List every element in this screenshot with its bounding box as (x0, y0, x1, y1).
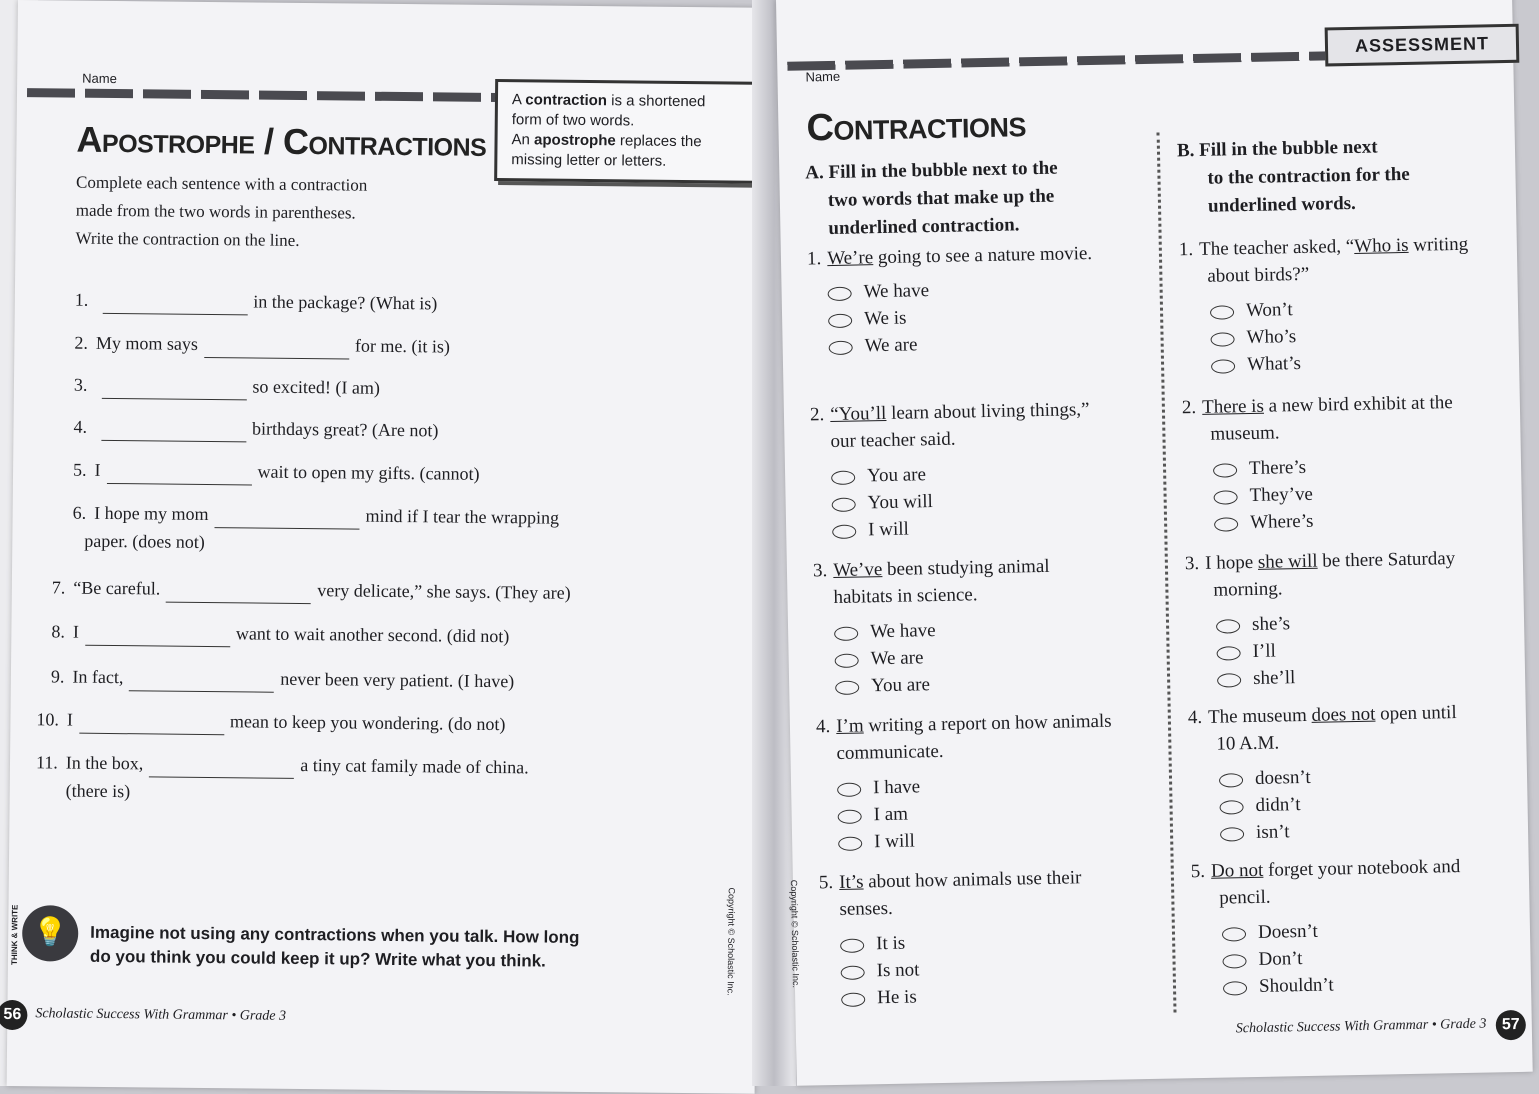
question-number: 3. (74, 375, 88, 395)
answer-blank[interactable] (129, 668, 274, 693)
question-number: 4. (73, 417, 87, 437)
copyright: Copyright © Scholastic Inc. (789, 880, 801, 988)
option-label: Don’t (1258, 948, 1302, 970)
think-write-label: THINK & WRITE (10, 905, 20, 966)
answer-bubble[interactable] (837, 782, 861, 796)
instructions (75, 169, 367, 256)
answer-bubble[interactable] (841, 965, 865, 979)
answer-bubble[interactable] (1216, 619, 1240, 633)
answer-bubble[interactable] (1216, 646, 1240, 660)
question-text: In fact, (72, 667, 123, 688)
instruction-line: Write the contraction on the line. (75, 225, 367, 256)
answer-blank[interactable] (214, 505, 359, 530)
option-label: There’s (1249, 457, 1306, 479)
question-line: pencil. (1191, 880, 1461, 912)
dashed-rule (787, 51, 1327, 70)
question-text: I (67, 710, 73, 730)
answer-option[interactable] (841, 983, 917, 1011)
underlined-contraction: “You’ll (830, 403, 887, 425)
question-text: learn about living things,” (886, 399, 1090, 424)
footer: Scholastic Success With Grammar • Grade 3 (1236, 1017, 1487, 1038)
option-label: I will (868, 519, 909, 541)
answer-option[interactable] (827, 277, 929, 306)
option-label: You will (867, 491, 933, 513)
question-item (816, 708, 1113, 768)
answer-option[interactable] (840, 956, 919, 985)
prompt-line: Imagine not using any contractions when you talk. How long (90, 921, 579, 950)
question-text: birthdays great? (Are not) (252, 418, 439, 440)
answer-bubble[interactable] (840, 938, 864, 952)
question-text: writing (1408, 234, 1468, 256)
answer-bubble[interactable] (1213, 490, 1237, 504)
question-item (52, 573, 571, 606)
question-text: writing a report on how animals (863, 711, 1111, 737)
option-label: I will (874, 830, 915, 852)
page-number: 57 (1496, 1010, 1527, 1041)
question-item (1185, 545, 1456, 604)
option-label: What’s (1247, 353, 1301, 375)
question-text: I (94, 460, 100, 480)
question-number: 4. (1188, 707, 1203, 728)
question-text: wait to open my gifts. (cannot) (257, 462, 479, 484)
answer-bubble[interactable] (831, 470, 855, 484)
option-label: Is not (876, 959, 919, 981)
question-number: 2. (74, 333, 88, 353)
answer-option[interactable] (1213, 481, 1313, 510)
question-item (74, 371, 380, 402)
question-line: museum. (1182, 416, 1453, 448)
question-text: mind if I tear the wrapping (366, 506, 560, 528)
question-number: 4. (816, 716, 831, 737)
underlined-words: There is (1202, 396, 1264, 418)
question-text: a tiny cat family made of china. (300, 755, 529, 777)
option-label: didn’t (1255, 794, 1300, 816)
answer-bubble[interactable] (841, 992, 865, 1006)
instruction-line: to the contraction for the (1177, 161, 1410, 193)
option-label: We is (864, 308, 907, 330)
answer-option[interactable] (1223, 971, 1334, 1000)
question-text: want to wait another second. (did not) (236, 623, 510, 646)
answer-blank[interactable] (102, 291, 247, 316)
underlined-words: Do not (1211, 860, 1264, 882)
answer-option[interactable] (837, 773, 920, 802)
underlined-contraction: It’s (839, 871, 864, 892)
definition-term-apostrophe: apostrophe (534, 131, 616, 149)
answer-bubble[interactable] (838, 809, 862, 823)
question-number: 3. (813, 560, 828, 581)
question-number: 1. (1179, 239, 1194, 260)
option-label: she’ll (1253, 667, 1296, 689)
definition-text: form of two words. (512, 110, 740, 132)
question-list (18, 0, 766, 8)
question-text: for me. (it is) (355, 336, 450, 357)
option-label: Who’s (1246, 326, 1296, 348)
instruction-line: two words that make up the (806, 183, 1059, 216)
answer-bubble[interactable] (1217, 673, 1241, 687)
answer-bubble[interactable] (1219, 773, 1243, 787)
answer-blank[interactable] (101, 418, 246, 443)
question-text: be there Saturday (1317, 548, 1455, 572)
question-continuation: (there is) (66, 781, 131, 803)
question-number: 10. (36, 709, 59, 729)
question-text: In the box, (66, 753, 144, 774)
question-item (74, 329, 450, 361)
answer-option[interactable] (831, 488, 933, 517)
right-page (776, 0, 1533, 1086)
definition-text: missing letter or letters. (511, 150, 739, 172)
answer-bubble[interactable] (1223, 981, 1247, 995)
question-item (36, 705, 505, 738)
answer-bubble[interactable] (834, 626, 858, 640)
question-text: The teacher asked, “ (1199, 236, 1354, 260)
name-label: Name (805, 69, 840, 85)
answer-option[interactable] (1214, 508, 1314, 537)
answer-bubble[interactable] (828, 286, 852, 300)
question-line: morning. (1185, 572, 1456, 604)
answer-bubble[interactable] (829, 340, 853, 354)
answer-option[interactable] (828, 331, 917, 360)
question-number: 8. (51, 621, 65, 641)
answer-bubble[interactable] (1214, 517, 1238, 531)
question-line (1182, 389, 1453, 421)
answer-bubble[interactable] (1213, 463, 1237, 477)
answer-bubble[interactable] (1211, 359, 1235, 373)
instruction-line: Fill in the bubble next to the (828, 158, 1057, 183)
question-number: 5. (1191, 861, 1206, 882)
answer-blank[interactable] (106, 461, 251, 486)
question-item (1182, 389, 1454, 448)
question-number: 5. (819, 872, 834, 893)
question-line (810, 396, 1090, 428)
answer-option[interactable] (838, 827, 915, 855)
answer-bubble[interactable] (1222, 927, 1246, 941)
answer-option[interactable] (1213, 454, 1306, 483)
instruction-line: made from the two words in parentheses. (76, 197, 368, 228)
question-text: The museum (1208, 705, 1312, 728)
question-text: I (73, 622, 79, 642)
answer-option[interactable] (834, 617, 936, 646)
page-title: Contractions (806, 103, 1026, 150)
underlined-contraction: I’m (836, 715, 864, 737)
question-text: a new bird exhibit at the (1264, 392, 1453, 417)
question-item (73, 456, 480, 488)
question-text: very delicate,” she says. (They are) (317, 580, 571, 603)
question-number: 1. (807, 248, 822, 269)
answer-option[interactable] (1222, 918, 1318, 947)
page-number: 56 (0, 1000, 28, 1030)
answer-option[interactable] (1222, 945, 1302, 974)
question-number: 11. (36, 752, 58, 772)
answer-blank[interactable] (204, 335, 349, 360)
question-item (36, 748, 529, 781)
question-text: going to see a nature movie. (873, 243, 1092, 268)
answer-option[interactable] (828, 305, 907, 333)
section-b-label: B. (1177, 140, 1195, 161)
question-text: about how animals use their (863, 867, 1081, 892)
option-label: You are (867, 464, 926, 486)
definition-term-contraction: contraction (525, 91, 607, 109)
question-item (51, 662, 515, 695)
answer-option[interactable] (1210, 296, 1293, 325)
option-label: He is (877, 986, 917, 1008)
question-item (1191, 853, 1461, 912)
prompt-line: do you think you could keep it up? Write what you think. (90, 945, 579, 974)
option-label: Where’s (1250, 511, 1314, 533)
option-label: doesn’t (1255, 767, 1311, 789)
question-line: habitats in science. (813, 580, 1050, 612)
question-line (807, 240, 1093, 272)
question-text: so excited! (I am) (252, 376, 380, 397)
question-text: “Be careful. (73, 578, 160, 599)
question-number: 9. (51, 666, 65, 686)
option-label: I am (873, 804, 908, 826)
question-text: open until (1375, 702, 1457, 725)
answer-option[interactable] (1217, 664, 1296, 692)
section-a-instructions (805, 155, 1059, 244)
definition-box (494, 79, 757, 184)
definition-text: is a shortened (607, 92, 706, 110)
answer-bubble[interactable] (1210, 332, 1234, 346)
question-line (819, 864, 1082, 896)
question-item (51, 617, 509, 650)
option-label: I’ll (1252, 641, 1276, 662)
answer-blank[interactable] (166, 580, 311, 605)
think-write-prompt (90, 921, 580, 974)
assessment-banner: ASSESSMENT (1325, 24, 1520, 67)
option-label: I have (873, 776, 920, 798)
option-label: isn’t (1256, 821, 1290, 843)
question-line: communicate. (816, 735, 1112, 768)
question-item (807, 240, 1093, 272)
lightbulb-icon: 💡 (22, 905, 79, 962)
question-line (1191, 853, 1461, 885)
answer-bubble[interactable] (1210, 305, 1234, 319)
answer-option[interactable] (837, 801, 908, 829)
question-text: I hope my mom (94, 503, 209, 524)
option-label: Shouldn’t (1259, 974, 1334, 996)
question-text: in the package? (What is) (253, 291, 437, 313)
answer-option[interactable] (840, 930, 906, 958)
question-line: about birds?” (1179, 258, 1469, 291)
section-b-instructions (1177, 133, 1411, 221)
instruction-line: underlined words. (1178, 189, 1411, 221)
answer-option[interactable] (1219, 791, 1301, 820)
question-item (810, 396, 1091, 455)
question-line (1188, 699, 1457, 731)
question-line: our teacher said. (810, 423, 1090, 455)
name-label: Name (82, 71, 117, 86)
copyright: Copyright © Scholastic Inc. (726, 887, 737, 995)
question-item (72, 499, 559, 532)
answer-bubble[interactable] (1222, 954, 1246, 968)
column-divider (1157, 133, 1177, 1013)
answer-blank[interactable] (85, 623, 230, 648)
question-item (73, 413, 438, 445)
question-text: been studying animal (882, 556, 1050, 580)
definition-text: An (511, 131, 534, 148)
answer-option[interactable] (1216, 638, 1276, 666)
footer: Scholastic Success With Grammar • Grade 3 (35, 1006, 286, 1025)
question-line (813, 553, 1050, 585)
answer-option[interactable] (1211, 350, 1301, 379)
question-line: senses. (819, 891, 1082, 923)
answer-option[interactable] (1220, 818, 1290, 846)
question-item (1179, 231, 1469, 291)
option-label: she’s (1252, 613, 1290, 635)
instruction-line: Fill in the bubble next (1199, 136, 1378, 160)
answer-option[interactable] (832, 516, 909, 544)
question-number: 2. (810, 404, 825, 425)
option-label: Won’t (1246, 299, 1293, 321)
answer-bubble[interactable] (835, 653, 859, 667)
question-line: 10 A.M. (1188, 726, 1457, 758)
answer-blank[interactable] (149, 754, 294, 779)
left-page (7, 0, 766, 1094)
option-label: They’ve (1249, 484, 1313, 506)
answer-blank[interactable] (79, 711, 224, 736)
question-text: forget your notebook and (1263, 856, 1460, 881)
answer-bubble[interactable] (1220, 827, 1244, 841)
page-title: Apostrophe / Contractions (76, 119, 486, 165)
answer-option[interactable] (834, 644, 923, 673)
question-number: 6. (73, 503, 87, 523)
answer-bubble[interactable] (838, 836, 862, 850)
option-label: We are (870, 647, 923, 669)
answer-option[interactable] (1216, 610, 1291, 638)
question-text: mean to keep you wondering. (do not) (230, 711, 506, 734)
answer-bubble[interactable] (835, 680, 859, 694)
question-number: 3. (1185, 553, 1200, 574)
option-label: We have (863, 280, 929, 302)
answer-bubble[interactable] (832, 524, 856, 538)
question-text: My mom says (96, 333, 198, 354)
question-number: 2. (1182, 397, 1197, 418)
answer-option[interactable] (1219, 764, 1311, 793)
option-label: We have (870, 620, 936, 642)
question-text: never been very patient. (I have) (280, 669, 514, 691)
definition-text: A (512, 91, 526, 108)
instruction-line: underlined contraction. (806, 211, 1059, 244)
question-line (1185, 545, 1456, 577)
answer-blank[interactable] (101, 376, 246, 401)
question-number: 1. (75, 290, 89, 310)
answer-option[interactable] (835, 671, 930, 700)
dashed-rule (27, 88, 497, 102)
option-label: We are (864, 334, 917, 356)
definition-text: replaces the (616, 132, 702, 150)
option-label: You are (871, 674, 930, 696)
underlined-contraction: We’ve (833, 559, 883, 581)
answer-option[interactable] (1210, 323, 1296, 352)
underlined-words: does not (1311, 704, 1375, 726)
question-item (75, 286, 438, 318)
question-line (816, 708, 1112, 741)
answer-bubble[interactable] (832, 497, 856, 511)
answer-bubble[interactable] (1219, 800, 1243, 814)
answer-bubble[interactable] (828, 313, 852, 327)
underlined-contraction: We’re (827, 247, 873, 269)
question-item (813, 553, 1051, 612)
question-item (819, 864, 1082, 923)
question-continuation: paper. (does not) (84, 531, 205, 553)
option-label: It is (876, 933, 905, 955)
answer-option[interactable] (831, 461, 926, 490)
question-number: 5. (73, 460, 87, 480)
section-a-label: A. (805, 162, 824, 183)
question-text: I hope (1205, 552, 1258, 574)
underlined-words: she will (1258, 551, 1318, 573)
option-label: Doesn’t (1258, 921, 1318, 943)
underlined-words: Who is (1354, 235, 1409, 257)
instruction-line: Complete each sentence with a contraction (76, 169, 368, 200)
question-number: 7. (52, 577, 66, 597)
question-line (1179, 231, 1469, 264)
question-item (1188, 699, 1458, 758)
